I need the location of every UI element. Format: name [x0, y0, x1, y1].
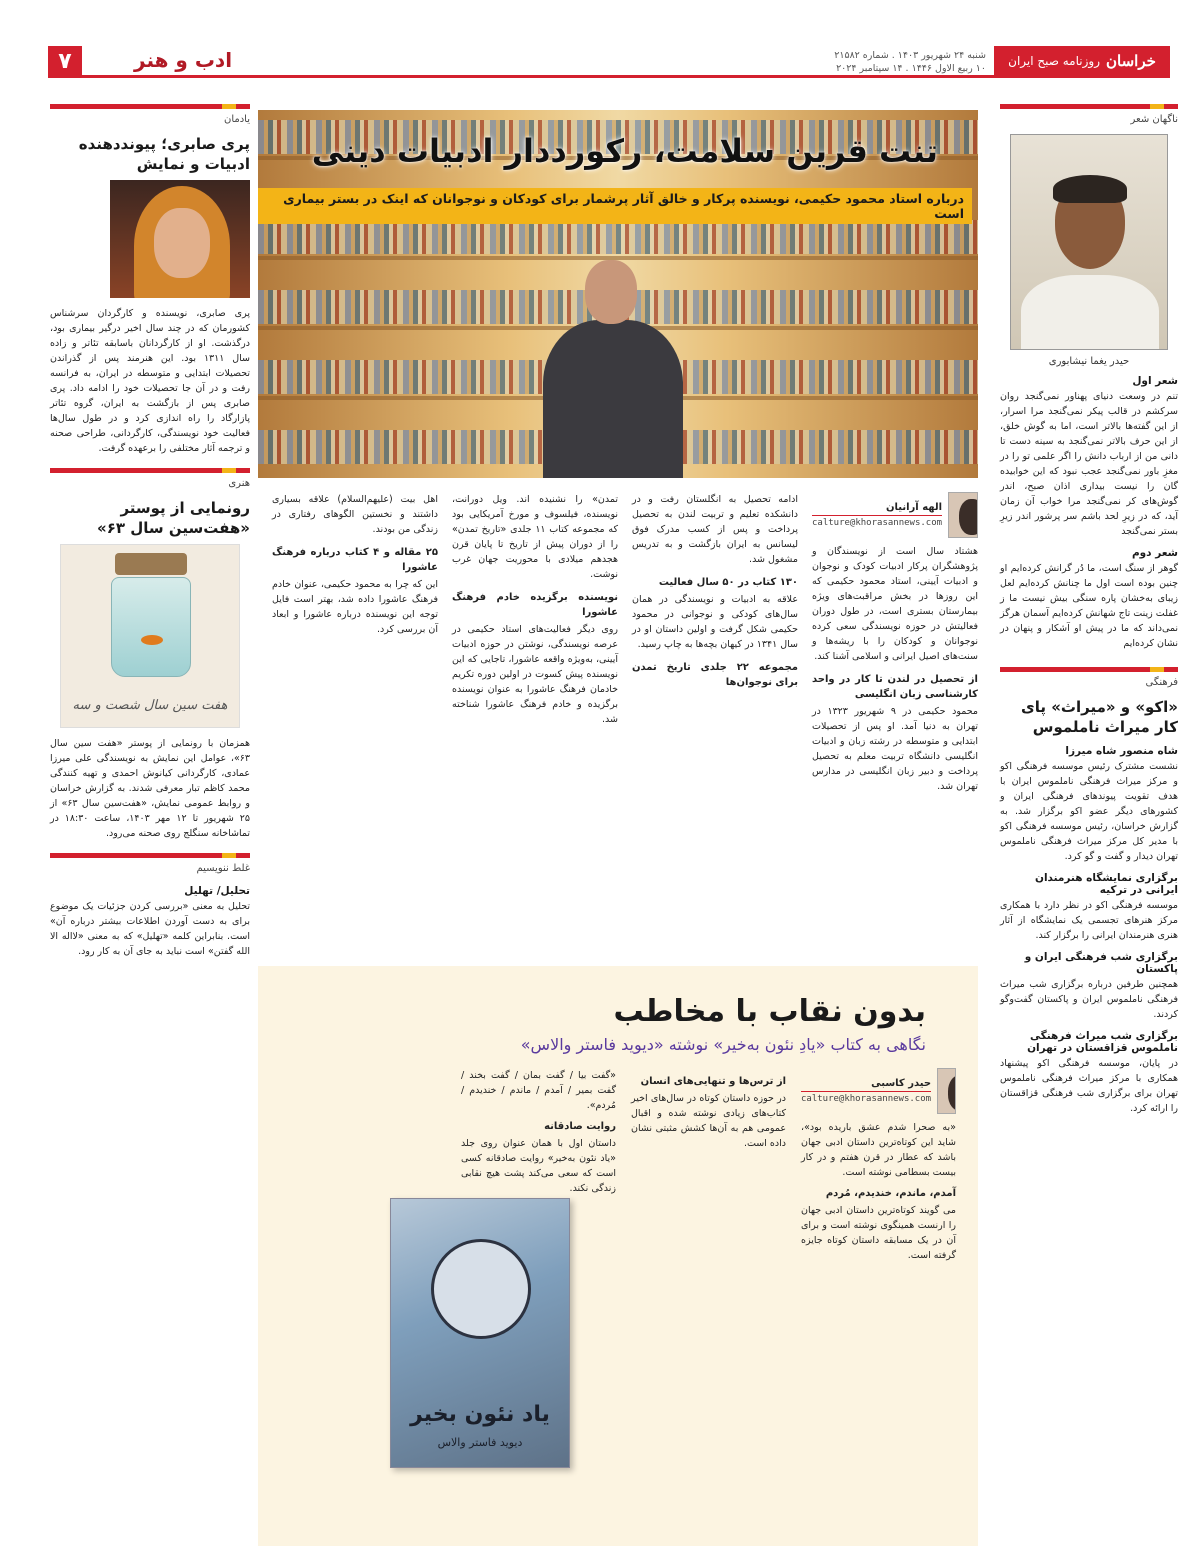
subhead: نویسنده برگزیده خادم فرهنگ عاشورا	[452, 592, 618, 618]
goldfish-icon	[141, 635, 163, 645]
page-number: ۷	[48, 46, 82, 76]
review-subtitle: نگاهی به کتاب «یادِ نئون به‌خیر» نوشته «دیوید فاستر والاس»	[520, 1035, 926, 1054]
section-label: ناگهان شعر	[1000, 104, 1178, 128]
issue-date-line: شنبه ۲۴ شهریور ۱۴۰۳ . شماره ۲۱۵۸۲	[834, 50, 986, 61]
right-column	[1000, 104, 1178, 1116]
author-photo	[937, 1068, 956, 1114]
paragraph: در حوزه داستان کوتاه در سال‌های اخیر کتاب‌های زیادی نوشته شده و اقبال عمومی هم به آن‌ها کشش مثبتی نشان داده است.	[631, 1093, 786, 1149]
obituary-text: پری صابری، نویسنده و کارگردان سرشناس کشورمان که در چند سال اخیر درگیر بیماری بود، درگذشت. او از کارگردانان باسابقه تئاتر و زاده سال ۱۳۱۱ بود. این هنرمند پس از گذراندن تحصیلات ابتدایی و متوسطه در ایران، به فرانسه رفت و در آن جا تحصیلات خود را ادامه داد. پری صابری پس از بازگشت به ایران، گروه تئاتر پازارگاد را راه اندازی کرد و در طول سال‌ها فعالیت خود نویسندگی، کارگردانی، طراحی صحنه و ترجمه آثار مختلفی را برعهده گرفت.	[50, 308, 251, 454]
paragraph: داستان اول با همان عنوان روی جلد «یاد نئون به‌خیر» روایت صادقانه کسی است که سعی می‌کند پشت هیچ نقابی زندگی نکند.	[461, 1138, 616, 1194]
portrait-hair	[1053, 175, 1127, 203]
paragraph: روی دیگر فعالیت‌های استاد حکیمی در عرصه نویسندگی، نوشتن در حوزه ادبیات آیینی، به‌ویژه واقعه عاشورا، تاجایی که این نویسنده پیش کسوت در اولین دوره تکریم خادمان فرهنگ عاشورا به عنوان نویسنده برگزیده و خادم فرهنگ عاشورا شناخته شد.	[452, 624, 618, 725]
figure-head	[585, 260, 637, 324]
subhead: آمدم، ماندم، خندیدم، مُردم	[825, 1188, 956, 1199]
subhead: ۲۵ مقاله و ۴ کتاب درباره فرهنگ عاشورا	[272, 547, 438, 573]
paragraph: این که چرا به محمود حکیمی، عنوان خادم فرهنگ عاشورا داده شد، بهتر است فایل توجه این نویسنده درباره عاشورا و ابعاد آن بررسی کرد.	[272, 579, 438, 635]
section-label: هنری	[50, 468, 250, 492]
bookshelf-row	[258, 220, 978, 254]
poster-text: همزمان با رونمایی از پوستر «هفت سین سال ۶۳»، عوامل این نمایش به نویسندگی علی میرزا عمادی، کارگردانی کیانوش احمدی و تهیه کنندگی محمد کاظم تبار معرفی شدند. به گزارش خراسان و روابط عمومی نمایش، «هفت‌سین سال ۶۳» از ۲۵ شهریور تا ۱۲ مهر ۱۴۰۳، ساعت ۱۸:۳۰ در تماشاخانه سنگلج روی صحنه می‌رود.	[50, 738, 250, 839]
brand-tag: روزنامه صبح ایران	[1008, 54, 1100, 68]
culture-text: نشست مشترک رئیس موسسه فرهنگی اکو و مرکز میراث فرهنگی ناملموس ایران با هدف تقویت پیوندهای فرهنگی ایران و کشورهای دیگر عضو اکو برگزار شد. به گزارش خراسان، رئیس موسسه فرهنگی اکو با مدیر کل مرکز میراث فرهنگی ناملموس تهران دیدار و گفت و گو کرد.	[1000, 761, 1178, 862]
author-email[interactable]: calture@khorasannews.com	[801, 1093, 932, 1104]
news-item-head[interactable]: برگزاری شب فرهنگی ایران و پاکستان	[1024, 951, 1178, 975]
byline	[812, 492, 978, 538]
subhead: ۱۳۰ کتاب در ۵۰ سال فعالیت	[658, 577, 798, 588]
author-photo	[948, 492, 978, 538]
hero-photo	[258, 110, 978, 478]
section-title: ادب و هنر	[134, 48, 233, 72]
paragraph: «به صحرا شدم عشق باریده بود»، شاید این کوتاه‌ترین داستان ادبی جهان باشد که عطار در قرن هفتم و در کار بیست بسطامی نوشته است.	[801, 1122, 956, 1178]
article-subtitle: درباره استاد محمود حکیمی، نویسنده پرکار و خالق آثار پرشمار برای کودکان و نوجوانان که اینک در بستر بیماری است	[258, 188, 972, 224]
feature-article	[258, 110, 978, 952]
poem-title: شعر دوم	[1131, 547, 1178, 559]
paragraph: اهل بیت (علیهم‌السلام) علاقه بسیاری داشتند و نخستین الگوهای رفتاری در زندگی من بودند.	[272, 494, 438, 535]
culture-headline[interactable]: «اکو» و «میراث» پای کار میراث ناملموس	[1021, 698, 1178, 736]
article-column	[801, 1068, 956, 1263]
article-column	[461, 1068, 616, 1196]
pari-saberi-photo	[110, 180, 250, 298]
subhead: روایت صادقانه	[544, 1121, 616, 1132]
review-body	[270, 1068, 966, 1488]
clock-icon	[431, 1239, 531, 1339]
newspaper-logo[interactable]	[994, 46, 1170, 76]
author-name: حیدر کاسبی	[801, 1076, 931, 1092]
issue-date	[834, 49, 986, 75]
news-item-text: همچنین طرفین درباره برگزاری شب میراث فرهنگی ناملموس ایران و پاکستان گفت‌وگو کردند.	[1000, 979, 1178, 1020]
article-column	[272, 492, 438, 637]
culture-lead: شاه منصور شاه میرزا	[1065, 745, 1178, 757]
paragraph: علاقه به ادبیات و نویسندگی در همان سال‌های کودکی و نوجوانی در محمود حکیمی شکل گرفت و اولین داستان او در سال ۱۳۴۱ در کیهان بچه‌ها به چاپ رسید.	[632, 594, 798, 650]
news-item-text: در پایان، موسسه فرهنگی اکو پیشنهاد همکاری با مرکز میراث فرهنگی ناملموس تهران برای برگزاری شب فرهنگی قزاقستان را ارائه کرد.	[1000, 1058, 1178, 1114]
obituary-headline[interactable]: پری صابری؛ پیونددهنده ادبیات و نمایش	[78, 135, 250, 173]
book-title: یاد نئون بخیر	[410, 1402, 550, 1427]
book-cover	[390, 1198, 570, 1468]
figure-suit	[543, 320, 683, 478]
article-title[interactable]: تنت قرین سلامت، رکورددار ادبیات دینی	[311, 132, 938, 170]
issue-date-line: ۱۰ ربیع الاول ۱۴۴۶ . ۱۴ سپتامبر ۲۰۲۴	[836, 63, 986, 74]
poster-jar	[111, 577, 191, 677]
portrait-caption: حیدر یغما نیشابوری	[1048, 356, 1130, 367]
news-item-head[interactable]: برگزاری نمایشگاه هنرمندان ایرانی در ترکیه	[1034, 872, 1178, 896]
brand-name: خراسان	[1106, 52, 1156, 70]
paragraph: «گفت بیا / گفت بمان / گفت بخند / گفت بمیر / آمدم / ماندم / خندیدم / مُردم».	[461, 1070, 616, 1111]
poem-text: تنم در وسعت دنیای پهناور نمی‌گنجد روان سرکشم در قالب پیکر نمی‌گنجد مرا اسرار، از این گفته‌ها بالاتر است، اما به گوش خلق، از این حرف بالاتر نمی‌گنجد به سینه دست تا دانی من از ارباب دانش را اگر علمی تو را در مغزِ باور نمی‌گنجد عجب نبود که این خوابیده گان را نیست بیداری اذان صبح، اندر گوش‌های کر نمی‌گنجد مرا خواب آن زمان آید، که در زیرِ لحد باشم سر پرشور اندر زیرِ بستر نمی‌گنجد	[1000, 391, 1178, 537]
article-column	[452, 492, 618, 727]
left-column	[50, 104, 250, 959]
poem-title: شعر اول	[1132, 375, 1178, 387]
book-review-article	[258, 966, 978, 1546]
subhead: از تحصیل در لندن تا کار در واحد کارشناسی زبان انگلیسی	[812, 674, 978, 700]
section-label: یادمان	[50, 104, 250, 128]
subhead: مجموعه ۲۲ جلدی تاریخ تمدن برای نوجوان‌ها	[632, 662, 798, 688]
poet-portrait	[1010, 134, 1168, 350]
poster-title: هفت سین سال شصت و سه	[72, 698, 228, 713]
article-column	[631, 1068, 786, 1151]
section-label: فرهنگی	[1000, 667, 1178, 691]
subhead: از ترس‌ها و تنهایی‌های انسان	[640, 1076, 786, 1087]
poster-headline[interactable]: رونمایی از پوستر «هفت‌سین سال ۶۳»	[97, 499, 250, 537]
author-email[interactable]: calture@khorasannews.com	[812, 517, 943, 528]
play-poster	[60, 544, 240, 728]
news-item-head[interactable]: برگزاری شب میراث فرهنگی ناملموس قزاقستان در تهران	[1027, 1030, 1178, 1054]
paragraph: هشتاد سال است از نویسندگان و پژوهشگران پرکار ادبیات کودک و نوجوان و ادبیات آیینی، استاد محمود حکیمی که این روزها در بخش مراقبت‌های ویژه بیمارستان بستری است، در طول دوران فعالیتش در حوزه نویسندگی سعی کرده نوجوانان و کودکان را با ریشه‌ها و سنت‌های اصیل ایرانی و اسلامی آشنا کند.	[812, 546, 978, 662]
masthead	[48, 46, 1170, 78]
poster-tv	[115, 553, 187, 575]
article-column	[632, 492, 798, 692]
section-label: غلط ننویسیم	[50, 853, 250, 877]
book-author: دیوید فاستر والاس	[437, 1436, 523, 1449]
author-name: الهه آرانیان	[812, 500, 942, 516]
review-title[interactable]: بدون نقاب با مخاطب	[613, 994, 926, 1029]
hakimi-figure	[543, 260, 683, 478]
grammar-text: تحلیل به معنی «بررسی کردن جزئیات یک موضوع برای به دست آوردن اطلاعات بیشتر درباره آن» است. بنابراین کلمه «تهلیل» که به معنی «لااله الا الله گفتن» است نباید به جای آن به کار رود.	[50, 901, 250, 957]
paragraph: تمدن» را نشنیده اند. ویل دورانت، نویسنده، فیلسوف و مورخ آمریکایی بود که مجموعه کتاب ۱۱ جلدی «تاریخ تمدن» را از دوران پیش از تاریخ تا پایان قرن هجدهم میلادی با محوریت جهان غرب نوشت.	[452, 494, 618, 580]
paragraph: می گویند کوتاه‌ترین داستان ادبی جهان را ارنست همینگوی نوشته است و برای آن در یک مسابقه داستان کوتاه جایزه گرفته است.	[801, 1205, 956, 1261]
news-item-text: موسسه فرهنگی اکو در نظر دارد با همکاری مرکز هنرهای تجسمی یک نمایشگاه از آثار هنری هنرمندان ایرانی را برگزار کند.	[1000, 900, 1178, 941]
poem-text: گوهر از سنگ است، ما دُر گرانش کرده‌ایم او چنین بوده است اول ما چنانش کرده‌ایم لعل زیبای به‌خشان پاره سنگی بیش نیست ما ز غفلت زینت تاج شهانش کرده‌ایم آسمان هرگز نمی‌داند که ما در پیش او آشکار و پنهان در نشان کرده‌ایم	[999, 563, 1178, 649]
grammar-head: تحلیل/ تهلیل	[184, 885, 250, 897]
portrait-body	[1021, 275, 1159, 350]
paragraph: ادامه تحصیل به انگلستان رفت و در دانشکده تعلیم و تربیت لندن به تحصیل پرداخت و پس از کسب مدرک فوق لیسانس به ایران بازگشت و به تدریس مشغول شد.	[632, 494, 798, 565]
article-body	[258, 492, 978, 952]
photo-face	[154, 208, 210, 278]
byline	[801, 1068, 956, 1114]
article-column	[812, 492, 978, 794]
paragraph: محمود حکیمی در ۹ شهریور ۱۳۲۳ در تهران به دنیا آمد. او پس از تحصیلات ابتدایی و متوسطه در رشته زبان و ادبیات انگلیسی دانشگاه تربیت معلم به تحصیل پرداخت و دبیر زبان انگلیسی در مدارس تهران شد.	[812, 706, 979, 792]
